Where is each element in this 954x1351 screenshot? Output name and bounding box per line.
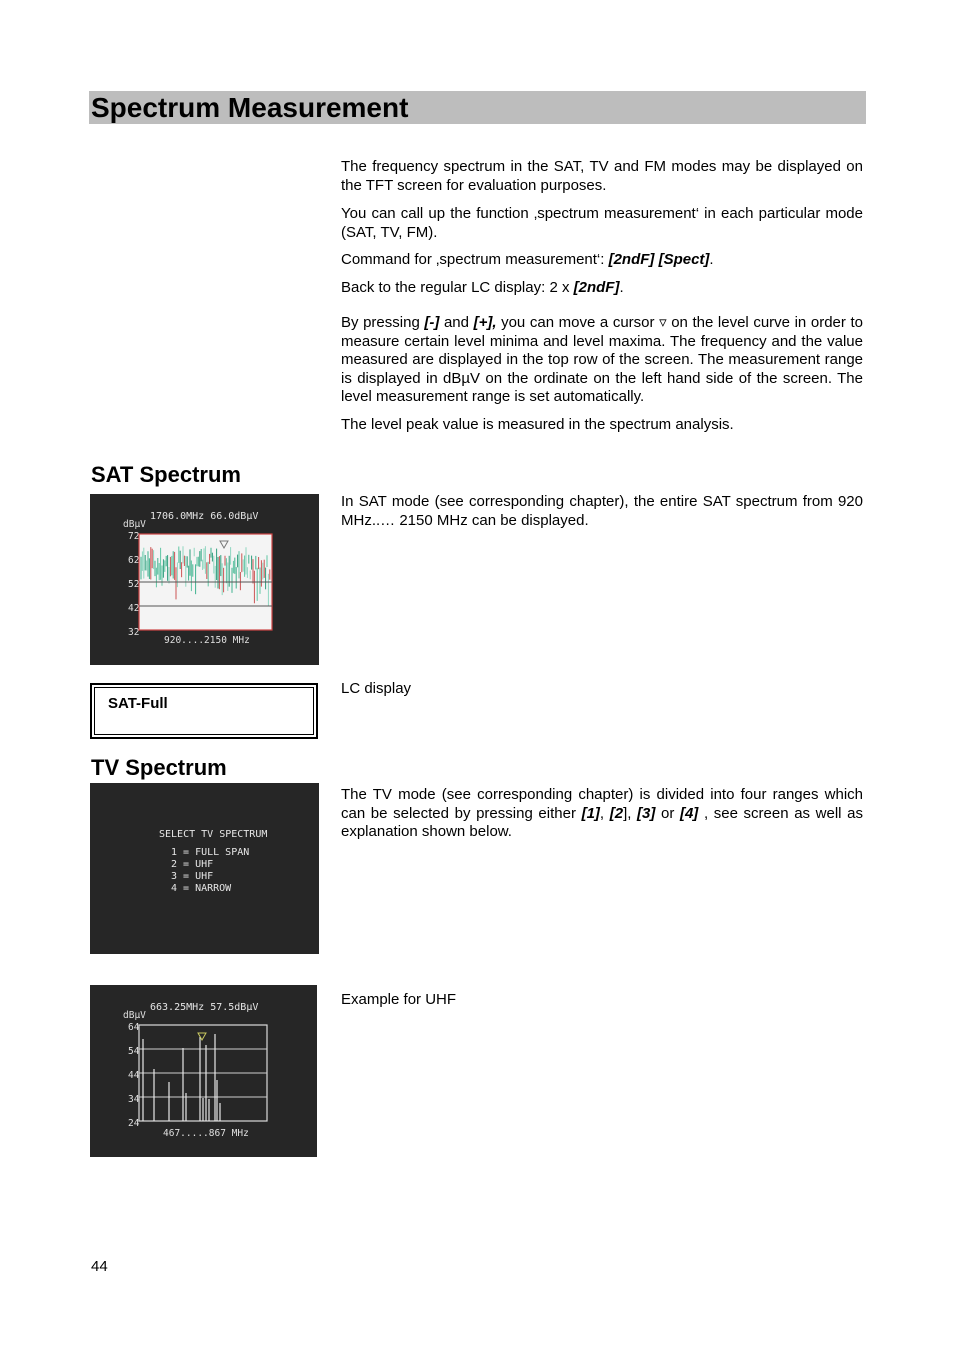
tv-spectrum-heading: TV Spectrum [91,755,227,780]
lc-display-inner [94,687,314,735]
tv-menu-option: 3 = UHF [171,871,214,882]
uhf-unit-label: dBµV [123,1010,146,1021]
intro-paragraph-4 [341,279,863,298]
tv-description [341,786,863,842]
lc-display-caption: LC display [341,680,412,697]
uhf-y-tick: 24 [128,1118,140,1129]
page-number: 44 [91,1258,108,1275]
text-run: ] [623,804,628,822]
page-title: Spectrum Measurement [91,92,409,123]
intro-paragraph-6: The level peak value is measured in the spectrum analysis. [341,416,734,433]
uhf-spectrum-plot [90,985,317,1157]
text-run: , [627,804,638,822]
text-run: or [655,804,680,822]
tv-menu-display [90,783,319,954]
tv-menu-option: 4 = NARROW [171,883,232,894]
uhf-readout: 663.25MHz 57.5dBµV [150,1002,259,1013]
uhf-x-range: 467.....867 MHz [163,1128,249,1139]
sat-y-tick: 32 [128,627,140,638]
minus-key: [-] [424,314,440,331]
period: . [619,279,624,296]
uhf-caption: Example for UHF [341,991,457,1008]
intro-paragraph-2: You can call up the function ‚spectrum measurement‘ in each particular mode (SAT, TV, FM). [341,205,863,241]
sat-spectrum-heading: SAT Spectrum [91,462,241,487]
sat-y-tick: 62 [128,555,140,566]
text-run: , [599,804,610,822]
uhf-cursor-icon [198,1033,206,1040]
text-run: , see screen as well as explanation shown below. [341,804,863,840]
sat-readout: 1706.0MHz 66.0dBµV [150,511,259,522]
key-1: [1] [581,804,600,822]
text-run: and [439,314,474,331]
lc-display-box [90,683,318,739]
sat-x-range: 920....2150 MHz [164,635,250,646]
text-run: you can move a cursor ▿ on the level curve in order to measure certain level minima and level maxima. The frequency and the value measured are displayed in the top row of the screen. The measurement range is displayed in dBµV on the ordinate on the left hand side of the screen. The level measurement range is set automatically. [341,314,863,405]
sat-spectrum-screen [90,494,319,665]
uhf-spectrum-screen [90,985,317,1157]
tv-menu-option: 2 = UHF [171,859,214,870]
sat-spectrum-plot [90,494,319,665]
uhf-y-tick: 44 [128,1070,140,1081]
plus-key: [+], [473,314,497,331]
sat-y-tick: 52 [128,579,140,590]
uhf-y-tick: 64 [128,1022,140,1033]
tv-menu-option: 1 = FULL SPAN [171,847,250,858]
sat-y-tick: 42 [128,603,140,614]
uhf-y-tick: 54 [128,1046,140,1057]
intro-paragraph-3 [341,251,863,270]
tv-menu-screen [90,783,319,954]
text-run: The TV mode (see corresponding chapter) is divided into four ranges which can be selected by pressing either [341,786,863,822]
key-2: [2 [609,804,624,822]
back-command: [2ndF] [573,279,620,296]
intro-paragraph-5 [341,314,863,407]
sat-unit-label: dBµV [123,519,146,530]
uhf-trace [143,1034,220,1121]
lc-display-text: SAT-Full [108,695,168,712]
sat-y-tick: 72 [128,531,140,542]
period: . [709,251,714,268]
command-text: Command for ‚spectrum measurement‘: [341,251,609,268]
spect-command: [2ndF] [Spect] [608,251,710,268]
sat-description: In SAT mode (see corresponding chapter), the entire SAT spectrum from 920 MHz..… 2150 MHz can be displayed. [341,493,863,529]
uhf-y-tick: 34 [128,1094,140,1105]
tv-menu-title: SELECT TV SPECTRUM [159,829,268,840]
intro-paragraph-1: The frequency spectrum in the SAT, TV and FM modes may be displayed on the TFT screen for evaluation purposes. [341,158,863,194]
back-text: Back to the regular LC display: 2 x [341,279,574,296]
text-run: By pressing [341,314,425,331]
key-3: [3] [637,804,656,822]
key-4: [4] [679,804,699,822]
